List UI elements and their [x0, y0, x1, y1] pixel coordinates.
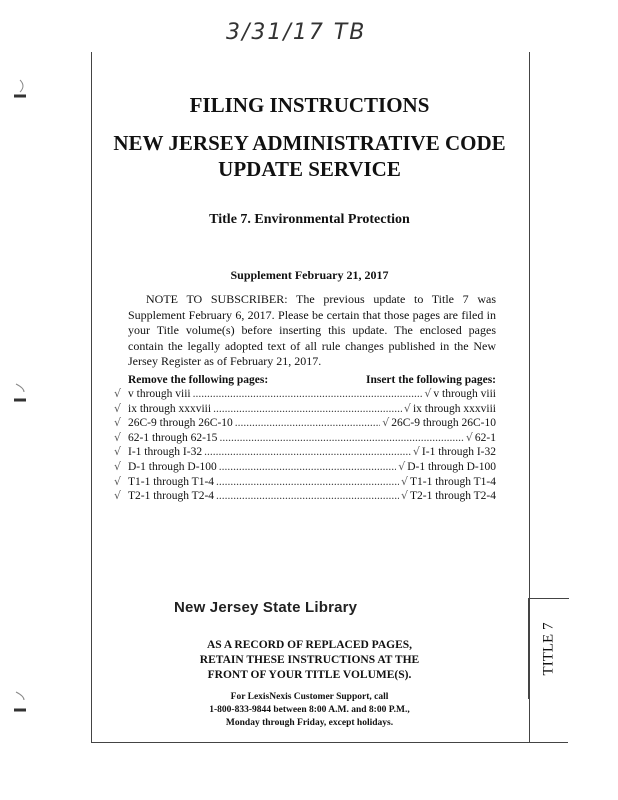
- dot-leader: [219, 460, 396, 475]
- support-line-3: Monday through Friday, except holidays.: [225, 718, 394, 728]
- checkmark-icon: √: [114, 430, 122, 444]
- checkmark-icon: √: [114, 459, 122, 473]
- remove-pages: v through viii: [128, 388, 191, 400]
- table-row: [114, 431, 496, 446]
- checkmark-icon: √: [400, 474, 408, 488]
- supplement-date: Supplement February 21, 2017: [230, 268, 389, 282]
- table-header: [114, 373, 496, 387]
- table-row: [114, 416, 496, 431]
- checkmark-icon: √: [465, 430, 473, 444]
- page-replacement-table: [114, 373, 496, 504]
- table-row: [114, 387, 496, 402]
- subtitle-line-2: UPDATE SERVICE: [218, 157, 401, 181]
- remove-header: Remove the following pages:: [128, 374, 269, 386]
- checkmark-icon: √: [114, 474, 122, 488]
- checkmark-icon: √: [114, 401, 122, 415]
- dot-leader: [235, 416, 380, 431]
- checkmark-icon: √: [114, 489, 122, 503]
- insert-pages: T2-1 through T2-4: [409, 490, 496, 503]
- insert-pages: 26C-9 through 26C-10: [391, 417, 496, 430]
- table-row: [114, 475, 496, 490]
- dot-leader: [193, 387, 423, 402]
- title-name: Title 7. Environmental Protection: [209, 212, 410, 227]
- remove-pages: I-1 through I-32: [128, 446, 203, 459]
- checkmark-icon: √: [412, 445, 420, 459]
- support-line-2: 1-800-833-9844 between 8:00 A.M. and 8:00 P.M.,: [209, 705, 410, 715]
- remove-pages: T1-1 through T1-4: [128, 475, 215, 488]
- subtitle-line-1: NEW JERSEY ADMINISTRATIVE CODE: [113, 131, 506, 155]
- remove-pages: D-1 through D-100: [128, 460, 217, 473]
- table-row: [114, 445, 496, 460]
- title-tab: [528, 598, 569, 699]
- checkmark-icon: √: [382, 416, 390, 430]
- remove-pages: T2-1 through T2-4: [128, 490, 215, 503]
- checkmark-icon: √: [424, 387, 432, 400]
- document-title: FILING INSTRUCTIONS: [189, 93, 430, 117]
- checkmark-icon: √: [114, 445, 122, 459]
- checkmark-icon: √: [398, 459, 406, 473]
- insert-pages: ix through xxxviii: [412, 402, 496, 415]
- insert-pages: 62-1: [474, 431, 496, 444]
- insert-pages: T1-1 through T1-4: [409, 475, 496, 488]
- insert-pages: I-1 through I-32: [421, 446, 496, 459]
- handwritten-date-note: 3/31/17 TB: [226, 20, 367, 45]
- checkmark-icon: √: [114, 387, 122, 400]
- document-subtitle: [91, 130, 528, 182]
- table-row: [114, 460, 496, 475]
- dot-leader: [204, 445, 411, 460]
- dot-leader: [213, 402, 402, 417]
- table-row: [114, 489, 496, 504]
- table-row: [114, 402, 496, 417]
- record-line-1: AS A RECORD OF REPLACED PAGES,: [206, 639, 413, 651]
- remove-pages: 26C-9 through 26C-10: [128, 417, 233, 430]
- record-line-3: FRONT OF YOUR TITLE VOLUME(S).: [207, 669, 412, 681]
- library-stamp: New Jersey State Library: [174, 599, 358, 616]
- checkmark-icon: √: [403, 401, 411, 415]
- insert-pages: v through viii: [433, 388, 496, 400]
- record-line-2: RETAIN THESE INSTRUCTIONS AT THE: [199, 654, 420, 666]
- tab-label: TITLE 7: [540, 622, 557, 676]
- note-to-subscriber: NOTE TO SUBSCRIBER: The previous update to Title 7 was Supplement February 6, 2017. Please be certain that those pages are filed in your Title volume(s) before inserting this update. The enclosed pages contain the legally adopted text of all rule changes published in the New Jersey Register as of February 21, 2017.: [128, 292, 496, 368]
- punch-hole-mark-middle: [12, 382, 36, 406]
- bottom-rule: [91, 742, 568, 743]
- dot-leader: [216, 475, 399, 490]
- checkmark-icon: √: [114, 416, 122, 430]
- dot-leader: [216, 489, 399, 504]
- checkmark-icon: √: [400, 489, 408, 503]
- insert-header: Insert the following pages:: [365, 374, 496, 386]
- support-line-1: For LexisNexis Customer Support, call: [230, 692, 389, 702]
- remove-pages: ix through xxxviii: [128, 402, 212, 415]
- remove-pages: 62-1 through 62-15: [128, 431, 218, 444]
- punch-hole-mark-top: [12, 78, 36, 102]
- record-instructions: [91, 638, 528, 683]
- punch-hole-mark-bottom: [12, 690, 36, 714]
- customer-support-info: [91, 691, 528, 730]
- insert-pages: D-1 through D-100: [407, 460, 496, 473]
- dot-leader: [219, 431, 463, 446]
